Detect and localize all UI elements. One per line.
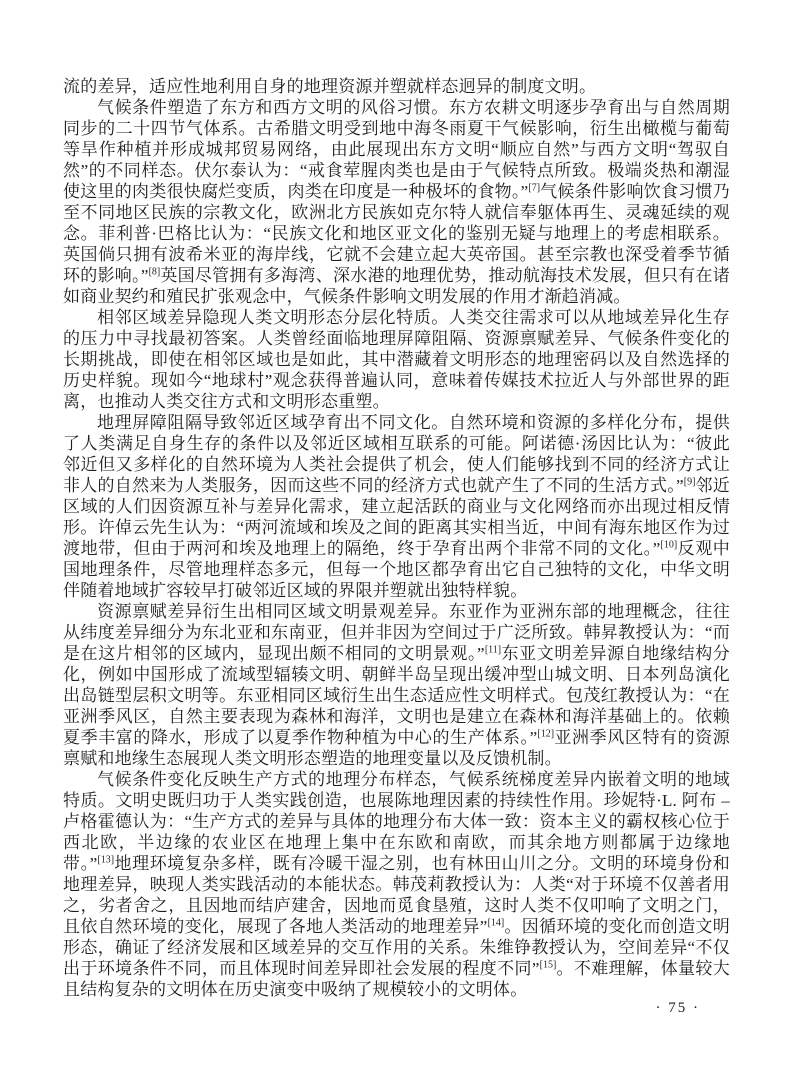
paragraph-1: 流的差异，适应性地利用自身的地理资源并塑就样态迥异的制度文明。 <box>63 77 597 96</box>
citation-marker: [15] <box>539 959 557 971</box>
paragraph-4: 地理屏障阻隔导致邻近区域孕育出不同文化。自然环境和资源的多样化分布，提供了人类满足自身生存的条件以及邻近区域相互联系的可能。阿诺德·汤因比认为：“彼此邻近但又多样化的自然环境为人类社会提供了机会，使人们能够找到不同的经济方式让非人的自然来为人类服务，因而这些不同的经济方式也就产生了不同的生活方式。”[9]邻近区域的人们因资源互补与差异化需求，建立起活跃的商业与文化网络而亦出现过相反情形。许倬云先生认为：“两河流域和埃及之间的距离其实相当近，中间有海东地区作为过渡地带，但由于两河和埃及地理上的隔绝，终于孕育出两个非常不同的文化。”[10]反观中国地理条件，尽管地理样态多元，但每一个地区都孕育出它自己独特的文化，中华文明伴随着地域扩容较早打破邻近区域的界限并塑就出独特样貌。 <box>63 413 730 600</box>
citation-marker: [10] <box>660 539 678 551</box>
article-body <box>63 76 730 1000</box>
citation-marker: [8] <box>148 266 161 278</box>
document-page <box>63 76 730 1000</box>
page-number: · 75 · <box>655 1000 700 1016</box>
paragraph-6: 气候条件变化反映生产方式的地理分布样态，气候系统梯度差异内嵌着文明的地域特质。文明史既归功于人类实践创造，也展陈地理因素的持续性作用。珍妮特·L. 阿布 – 卢格霍德认为：“生产方式的差异与具体的地理分布大体一致：资本主义的霸权核心位于西北欧，半边缘的农业区在地理上集中在东欧和南欧，而其余地方则都属于边缘地带。”[13]地理环境复杂多样，既有冷暖干湿之别，也有林田山川之分。文明的环境身份和地理差异，映现人类实践活动的本能状态。韩茂莉教授认为：人类“对于环境不仅善者用之，劣者舍之，且因地而结庐建舍，因地而觅食垦殖，这时人类不仅叩响了文明之门，且依自然环境的变化，展现了各地人类活动的地理差异”[14]。因循环境的变化而创造文明形态，确证了经济发展和区域差异的交互作用的关系。朱维铮教授认为，空间差异“不仅出于环境条件不同，而且体现时间差异即社会发展的程度不同”[15]。不难理解，体量较大且结构复杂的文明体在历史演变中吸纳了规模较小的文明体。 <box>63 770 731 999</box>
paragraph-2: 气候条件塑造了东方和西方文明的风俗习惯。东方农耕文明逐步孕育出与自然周期同步的二十四节气体系。古希腊文明受到地中海冬雨夏干气候影响，衍生出橄榄与葡萄等旱作种植并形成城邦贸易网络，由此展现出东方文明“顺应自然”与西方文明“驾驭自然”的不同样态。伏尔泰认为：“戒食荤腥肉类也是由于气候特点所致。极端炎热和潮湿使这里的肉类很快腐烂变质，肉类在印度是一种极坏的食物。”[7]气候条件影响饮食习惯乃至不同地区民族的宗教文化，欧洲北方民族如克尔特人就信奉躯体再生、灵魂延续的观念。菲利普·巴格比认为：“民族文化和地区亚文化的鉴别无疑与地理上的考虑相联系。英国倘只拥有波希米亚的海岸线，它就不会建立起大英帝国。甚至宗教也深受着季节循环的影响。”[8]英国尽管拥有多海湾、深水港的地理优势，推动航海技术发展，但只有在诸如商业契约和殖民扩张观念中，气候条件影响文明发展的作用才渐趋消减。 <box>63 98 730 306</box>
citation-marker: [7] <box>528 182 541 194</box>
citation-marker: [11] <box>484 644 502 656</box>
citation-marker: [12] <box>537 728 555 740</box>
citation-marker: [9] <box>683 476 696 488</box>
paragraph-5: 资源禀赋差异衍生出相同区域文明景观差异。东亚作为亚洲东部的地理概念，往往从纬度差异细分为东北亚和东南亚，但并非因为空间过于广泛所致。韩昇教授认为：“而是在这片相邻的区域内，显现出颇不相同的文明景观。”[11]东亚文明差异源自地缘结构分化，例如中国形成了流域型辐辏文明、朝鲜半岛呈现出缓冲型山城文明、日本列岛演化出岛链型层积文明等。东亚相同区域衍生出生态适应性文明样式。包茂红教授认为：“在亚洲季风区，自然主要表现为森林和海洋，文明也是建立在森林和海洋基础上的。依赖夏季丰富的降水，形成了以夏季作物种植为中心的生产体系。”[12]亚洲季风区特有的资源禀赋和地缘生态展现人类文明形态塑造的地理变量以及反馈机制。 <box>63 602 730 768</box>
citation-marker: [13] <box>97 854 115 866</box>
paragraph-3: 相邻区域差异隐现人类文明形态分层化特质。人类交往需求可以从地域差异化生存的压力中寻找最初答案。人类曾经面临地理屏障阻隔、资源禀赋差异、气候条件变化的长期挑战，即使在相邻区域也是如此，其中潜藏着文明形态的地理密码以及自然选择的历史样貌。现如今“地球村”观念获得普遍认同，意味着传媒技术拉近人与外部世界的距离，也推动人类交往方式和文明形态重塑。 <box>63 308 730 411</box>
citation-marker: [14] <box>487 917 505 929</box>
